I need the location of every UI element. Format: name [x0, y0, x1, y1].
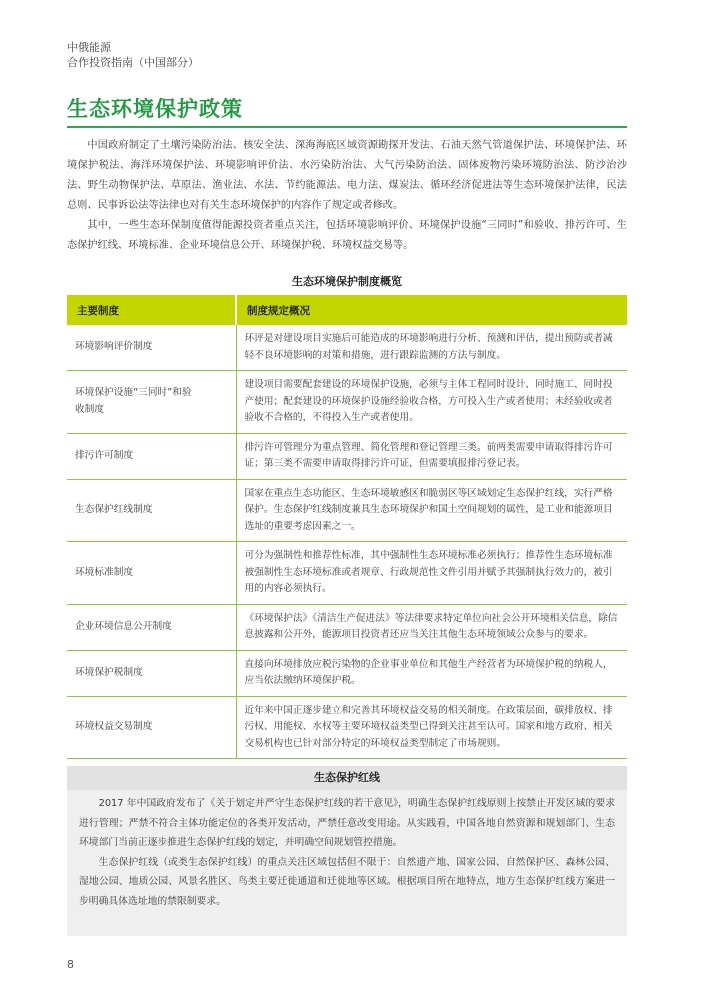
row-system-name: 环境权益交易制度	[67, 696, 236, 759]
table-header-row	[67, 295, 627, 325]
table-row	[67, 542, 627, 605]
column-header-summary: 制度规定概况	[236, 295, 627, 325]
row-system-desc: 近年来中国正逐步建立和完善其环境权益交易的相关制度。在政策层面，碳排放权、排污权、用能权、水权等主要环境权益类型已得到关注甚至认可。国家和地方政府、相关交易机构也已针对部分特定的环境权益类型制定了市场规则。	[236, 696, 627, 759]
row-system-desc: 国家在重点生态功能区、生态环境敏感区和脆弱区等区域划定生态保护红线，实行严格保护。生态保护红线制度兼具生态环境保护和国土空间规划的属性，是工业和能源项目选址的重要考虑因素之一。	[236, 479, 627, 542]
table-row	[67, 371, 627, 434]
table-row	[67, 604, 627, 650]
row-system-desc: 可分为强制性和推荐性标准，其中强制性生态环境标准必须执行；推荐性生态环境标准被强制性生态环境标准或者规章、行政规范性文件引用并赋予其强制执行效力的，被引用的内容必须执行。	[236, 542, 627, 605]
box-paragraph-2: 生态保护红线（或类生态保护红线）的重点关注区域包括但不限于：自然遗产地、国家公园、自然保护区、森林公园、湿地公园、地质公园、风景名胜区、鸟类主要迁徙通道和迁徙地等区域。根据项目所在地特点，地方生态保护红线方案进一步明确具体选址地的禁限制要求。	[79, 856, 615, 907]
page-number: 8	[67, 958, 74, 971]
intro-paragraph-2: 其中，一些生态环保制度值得能源投资者重点关注，包括环境影响评价、环境保护设施“三同时”和验收、排污许可、生态保护红线、环境标准、企业环境信息公开、环境保护税、环境权益交易等。	[67, 220, 627, 251]
intro-text	[67, 136, 627, 256]
table-row	[67, 650, 627, 696]
header-line-2: 合作投资指南（中国部分）	[67, 56, 199, 69]
intro-paragraph-1: 中国政府制定了土壤污染防治法、核安全法、深海海底区域资源勘探开发法、石油天然气管道保护法、环境保护法、环境保护税法、海洋环境保护法、环境影响评价法、水污染防治法、大气污染防治法、固体废物污染环境防治法、防沙治沙法、野生动物保护法、草原法、渔业法、水法、节约能源法、电力法、煤炭法、循环经济促进法等生态环境保护法律，民法总则、民事诉讼法等法律也对有关生态环境保护的内容作了规定或者修改。	[67, 140, 627, 211]
row-system-name: 企业环境信息公开制度	[67, 604, 236, 650]
running-header	[67, 40, 199, 70]
box-title: 生态保护红线	[67, 766, 627, 790]
title-divider	[67, 126, 627, 128]
row-system-name: 环境保护税制度	[67, 650, 236, 696]
table-row	[67, 479, 627, 542]
table-row	[67, 325, 627, 371]
box-paragraph-1: 2017 年中国政府发布了《关于划定并严守生态保护红线的若干意见》，明确生态保护红线原则上按禁止开发区域的要求进行管理；严禁不符合主体功能定位的各类开发活动，严禁任意改变用途。从实践看，中国各地自然资源和规划部门、生态环境部门当前正逐步推进生态保护红线的划定，并明确空间规划管控措施。	[79, 798, 615, 848]
row-system-desc: 直接向环境排放应税污染物的企业事业单位和其他生产经营者为环境保护税的纳税人，应当依法缴纳环境保护税。	[236, 650, 627, 696]
table-row	[67, 433, 627, 479]
policy-overview-table	[67, 295, 627, 759]
table-row	[67, 696, 627, 759]
row-system-name: 生态保护红线制度	[67, 479, 236, 542]
box-body	[67, 790, 627, 911]
row-system-desc: 排污许可管理分为重点管理、简化管理和登记管理三类。前两类需要申请取得排污许可证；第三类不需要申请取得排污许可证，但需要填报排污登记表。	[236, 433, 627, 479]
row-system-name: 环境标准制度	[67, 542, 236, 605]
header-line-1: 中俄能源	[67, 41, 111, 54]
row-system-desc: 环评是对建设项目实施后可能造成的环境影响进行分析、预测和评估，提出预防或者减轻不良环境影响的对策和措施，进行跟踪监测的方法与制度。	[236, 325, 627, 371]
row-system-desc: 建设项目需要配套建设的环境保护设施，必须与主体工程同时设计、同时施工、同时投产使用；配套建设的环境保护设施经验收合格，方可投入生产或者使用；未经验收或者验收不合格的，不得投入生产或者使用。	[236, 371, 627, 434]
row-system-name: 环境保护设施“三同时”和验收制度	[67, 371, 236, 434]
table-title: 生态环境保护制度概览	[292, 275, 402, 288]
column-header-system: 主要制度	[67, 295, 236, 325]
section-title: 生态环境保护政策	[67, 97, 243, 121]
row-system-name: 排污许可制度	[67, 433, 236, 479]
row-system-desc: 《环境保护法》《清洁生产促进法》等法律要求特定单位向社会公开环境相关信息，除信息披露和公开外，能源项目投资者还应当关注其他生态环境领域公众参与的要求。	[236, 604, 627, 650]
row-system-name: 环境影响评价制度	[67, 325, 236, 371]
ecological-redline-box	[67, 766, 627, 936]
